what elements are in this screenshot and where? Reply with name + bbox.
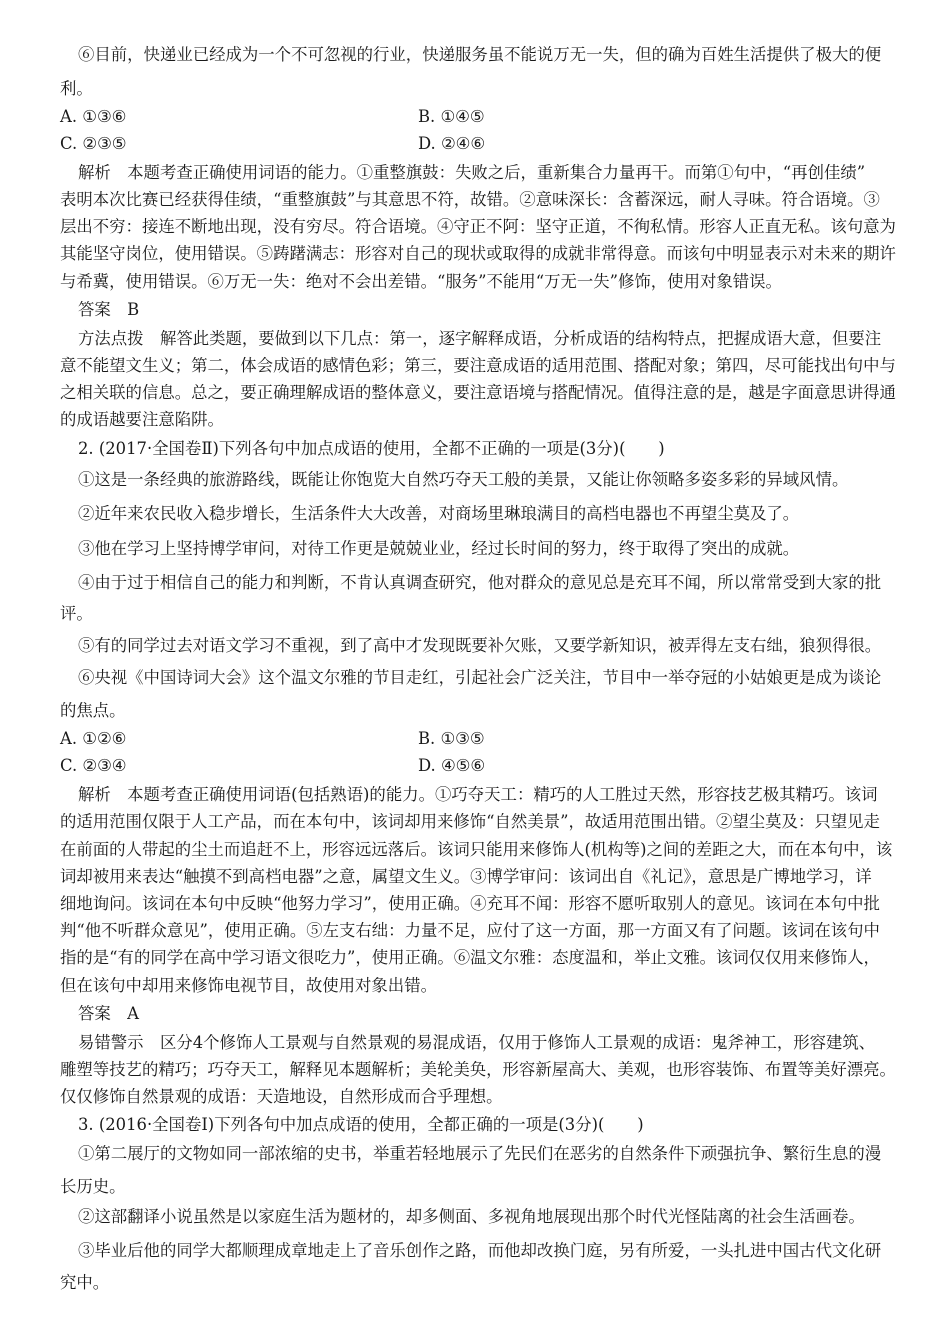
question-item: 的焦点。: [60, 701, 126, 720]
analysis-line: 解析 本题考查正确使用词语的能力。①重整旗鼓：失败之后，重新集合力量再干。而第①句中，“再创佳绩”: [78, 163, 866, 182]
answer-line: 答案 B: [78, 300, 140, 319]
warning-line: 仅仅修饰自然景观的成语：天造地设，自然形成而合乎理想。: [60, 1087, 503, 1106]
option-d: D. ②④⑥: [418, 134, 486, 153]
method-line: 的成语越要注意陷阱。: [60, 410, 224, 429]
analysis-line: 判“他不听群众意见”，使用正确。⑤左支右绌：力量不足，应付了这一方面，那一方面又有了问题。该词在该句中: [60, 921, 880, 940]
option-c: C. ②③⑤: [60, 134, 127, 153]
question-3-title: 3. (2016·全国卷Ⅰ)下列各句中加点成语的使用，全都正确的一项是(3分)( ): [78, 1115, 644, 1134]
analysis-line: 层出不穷：接连不断地出现，没有穷尽。符合语境。④守正不阿：坚守正道，不徇私情。形容人正直无私。该句意为: [60, 217, 896, 236]
text-line: ⑥目前，快递业已经成为一个不可忽视的行业，快递服务虽不能说万无一失，但的确为百姓生活提供了极大的便: [78, 45, 882, 64]
method-line: 之相关联的信息。总之，要正确理解成语的整体意义，要注意语境与搭配情况。值得注意的是，越是字面意思讲得通: [60, 383, 896, 402]
option-b: B. ①③⑤: [418, 729, 485, 748]
question-item: 究中。: [60, 1273, 110, 1292]
question-item: ⑥央视《中国诗词大会》这个温文尔雅的节目走红，引起社会广泛关注，节目中一举夺冠的小姑娘更是成为谈论: [78, 668, 882, 687]
question-item: ①这是一条经典的旅游路线，既能让你饱览大自然巧夺天工般的美景，又能让你领略多姿多彩的异域风情。: [78, 470, 849, 489]
analysis-line: 但在该句中却用来修饰电视节目，故使用对象出错。: [60, 976, 437, 995]
warning-line: 雕塑等技艺的精巧；巧夺天工，解释见本题解析；美轮美奂，形容新屋高大、美观，也形容装饰、布置等美好漂亮。: [60, 1060, 896, 1079]
method-line: 意不能望文生义；第二，体会成语的感情色彩；第三，要注意成语的适用范围、搭配对象；第四，尽可能找出句中与: [60, 356, 896, 375]
question-item: 长历史。: [60, 1177, 126, 1196]
text-line: 利。: [60, 79, 93, 98]
analysis-line: 表明本次比赛已经获得佳绩，“重整旗鼓”与其意思不符，故错。②意味深长：含蓄深远，耐人寻味。符合语境。③: [60, 190, 880, 209]
question-item: ⑤有的同学过去对语文学习不重视，到了高中才发现既要补欠账，又要学新知识，被弄得左支右绌，狼狈得很。: [78, 636, 882, 655]
question-item: ③他在学习上坚持博学审问，对待工作更是兢兢业业，经过长时间的努力，终于取得了突出的成就。: [78, 539, 800, 558]
analysis-line: 词却被用来表达“触摸不到高档电器”之意，属望文生义。③博学审问：该词出自《礼记》，意思是广博地学习，详: [60, 867, 872, 886]
option-a: A. ①②⑥: [60, 729, 127, 748]
analysis-line: 在前面的人带起的尘土而追赶不上，形容远远落后。该词只能用来修饰人(机构等)之间的差距之大，而在本句中，该: [60, 840, 893, 859]
option-c: C. ②③④: [60, 756, 127, 775]
question-item: ③毕业后他的同学大都顺理成章地走上了音乐创作之路，而他却改换门庭，另有所爱，一头扎进中国古代文化研: [78, 1241, 882, 1260]
analysis-line: 解析 本题考查正确使用词语(包括熟语)的能力。①巧夺天工：精巧的人工胜过天然，形容技艺极其精巧。该词: [78, 785, 878, 804]
option-b: B. ①④⑤: [418, 107, 485, 126]
analysis-line: 其能坚守岗位，使用错误。⑤踌躇满志：形容对自己的现状或取得的成就非常得意。而该句中明显表示对未来的期许: [60, 244, 896, 263]
question-item: ④由于过于相信自己的能力和判断，不肯认真调查研究，他对群众的意见总是充耳不闻，所以常常受到大家的批: [78, 573, 882, 592]
analysis-line: 细地询问。该词在本句中反映“他努力学习”，使用正确。④充耳不闻：形容不愿听取别人的意见。该词在本句中批: [60, 894, 880, 913]
warning-line: 易错警示 区分4个修饰人工景观与自然景观的易混成语，仅用于修饰人工景观的成语：鬼斧神工，形容建筑、: [78, 1033, 876, 1052]
analysis-line: 指的是“有的同学在高中学习语文很吃力”，使用正确。⑥温文尔雅：态度温和，举止文雅。该词仅仅用来修饰人，: [60, 948, 880, 967]
option-a: A. ①③⑥: [60, 107, 127, 126]
option-d: D. ④⑤⑥: [418, 756, 486, 775]
question-item: ②这部翻译小说虽然是以家庭生活为题材的，却多侧面、多视角地展现出那个时代光怪陆离的社会生活画卷。: [78, 1207, 865, 1226]
analysis-line: 与希冀，使用错误。⑥万无一失：绝对不会出差错。“服务”不能用“万无一失”修饰，使用对象错误。: [60, 272, 782, 291]
question-item: 评。: [60, 604, 93, 623]
question-2-title: 2. (2017·全国卷Ⅱ)下列各句中加点成语的使用，全都不正确的一项是(3分)( ): [78, 439, 665, 458]
analysis-line: 的适用范围仅限于人工产品，而在本句中，该词却用来修饰“自然美景”，故适用范围出错。②望尘莫及：只望见走: [60, 812, 880, 831]
method-line: 方法点拨 解答此类题，要做到以下几点：第一，逐字解释成语，分析成语的结构特点，把握成语大意，但要注: [78, 329, 882, 348]
question-item: ②近年来农民收入稳步增长，生活条件大大改善，对商场里琳琅满目的高档电器也不再望尘莫及了。: [78, 504, 800, 523]
question-item: ①第二展厅的文物如同一部浓缩的史书，举重若轻地展示了先民们在恶劣的自然条件下顽强抗争、繁衍生息的漫: [78, 1144, 882, 1163]
answer-line: 答案 A: [78, 1004, 140, 1023]
